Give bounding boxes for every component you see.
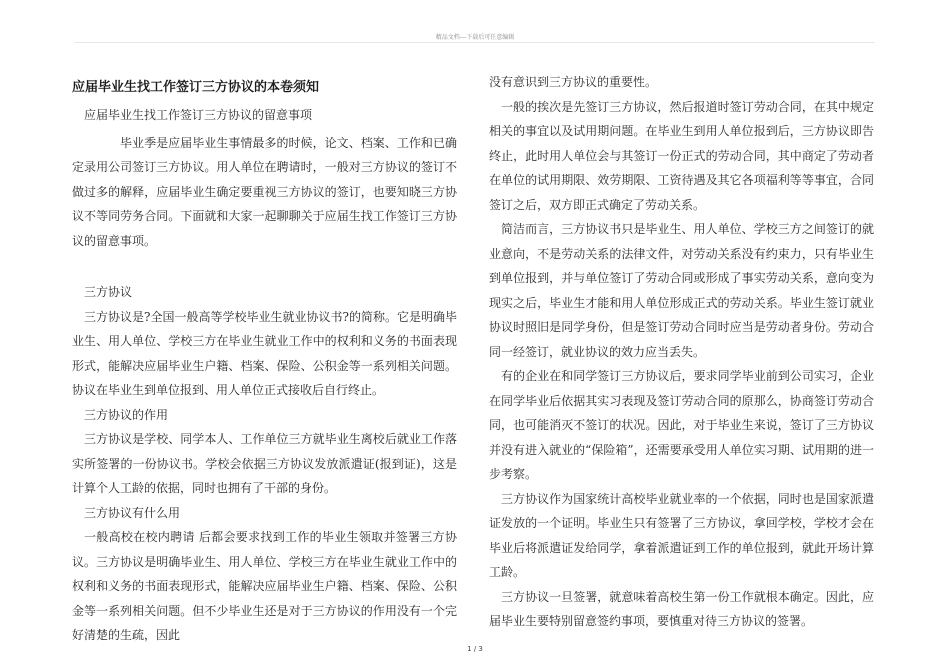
paragraph-statistics: 三方协议作为国家统计高校毕业就业率的一个依据，同时也是国家派遣证发放的一个证明。毕业生只有签署了三方协议，拿回学校，学校才会在毕业后将派遣证发给同学，拿着派遣证到工作的单位报到，就此开场计算工龄。	[489, 491, 874, 579]
subtitle: 应届毕业生找工作签订三方协议的留意事项	[84, 108, 313, 122]
paragraph-sanfang: 三方协议是?全国一般高等学校毕业生就业协议书?的简称。它是明确毕业生、用人单位、学校三方在毕业生就业工作中的权利和义务的书面表现形式，能解决应届毕业生户籍、档案、保险、公积金等一系列相关问题。协议在毕业生到单位报到、用人单位正式接收后自行终止。	[72, 309, 457, 397]
heading-sanfang: 三方协议	[84, 285, 133, 299]
paragraph-yongchu: 一般高校在校内聘请 后都会要求找到工作的毕业生领取并签署三方协议。三方协议是明确毕业生、用人单位、学校三方在毕业生就业工作中的权利和义务的书面表现形式，能解决应届毕业生户籍、档案、保险、公积金等一系列相关问题。但不少毕业生还是对于三方协议的作用没有一个完好清楚的生疏，因此	[72, 530, 457, 642]
spacer	[72, 253, 457, 277]
page-header: 精品文档---下载后可任意编辑	[435, 34, 515, 41]
document-title: 应届毕业生找工作签订三方协议的本卷须知	[72, 80, 320, 95]
left-column	[72, 70, 457, 648]
paragraph-summary: 简洁而言，三方协议书只是毕业生、用人单位、学校三方之间签订的就业意向，不是劳动关系的法律文件，对劳动关系没有约束力，只有毕业生到单位报到，并与单位签订了劳动合同或形成了事实劳动关系，意向变为现实之后，毕业生才能和用人单位形成正式的劳动关系。毕业生签订就业协议时照旧是同学身份，但是签订劳动合同时应当是劳动者身份。劳动合同一经签订，就业协议的效力应当丢失。	[489, 222, 874, 359]
intro-paragraph: 毕业季是应届毕业生事情最多的时候，论文、档案、工作和已确定录用公司签订三方协议。用人单位在聘请时，一般对三方协议的签订不做过多的解释，应届毕业生确定要重视三方协议的签订，也要知晓三方协议不等同劳务合同。下面就和大家一起聊聊关于应届生找工作签订三方协议的留意事项。	[72, 135, 457, 248]
heading-yongchu: 三方协议有什么用	[84, 505, 181, 520]
heading-zuoyong: 三方协议的作用	[84, 407, 169, 422]
page-number: 1 / 3	[467, 645, 483, 653]
paragraph-conclusion: 三方协议一旦签署，就意味着高校生第一份工作就根本确定。因此，应届毕业生要特别留意签约事项，要慎重对待三方协议的签署。	[489, 589, 874, 628]
paragraph-internship: 有的企业在和同学签订三方协议后，要求同学毕业前到公司实习，企业在同学毕业后依据其实习表现及签订劳动合同的原那么，协商签订劳动合同，也可能消灭不签订的状况。因此，对于毕业生来说，签订了三方协议并没有进入就业的“保险箱”，还需要承受用人单位实习期、试用期的进一步考察。	[489, 369, 874, 481]
right-column	[489, 70, 874, 634]
paragraph-zuoyong: 三方协议是学校、同学本人、工作单位三方就毕业生离校后就业工作落实所签署的一份协议书。学校会依据三方协议发放派遣证(报到证)，这是计算个人工龄的依据，同时也拥有了干部的身份。	[72, 432, 457, 495]
header-divider	[75, 42, 875, 43]
paragraph-continued: 没有意识到三方协议的重要性。	[489, 75, 658, 89]
paragraph-order: 一般的挨次是先签订三方协议，然后报道时签订劳动合同，在其中规定相关的事宜以及试用期问题。在毕业生到用人单位报到后，三方协议即告终止，此时用人单位会与其签订一份正式的劳动合同，其中商定了劳动者在单位的试用期限、效劳期限、工资待遇及其它各项福利等等事宜，合同签订之后，双方即正式确定了劳动关系。	[489, 99, 874, 212]
